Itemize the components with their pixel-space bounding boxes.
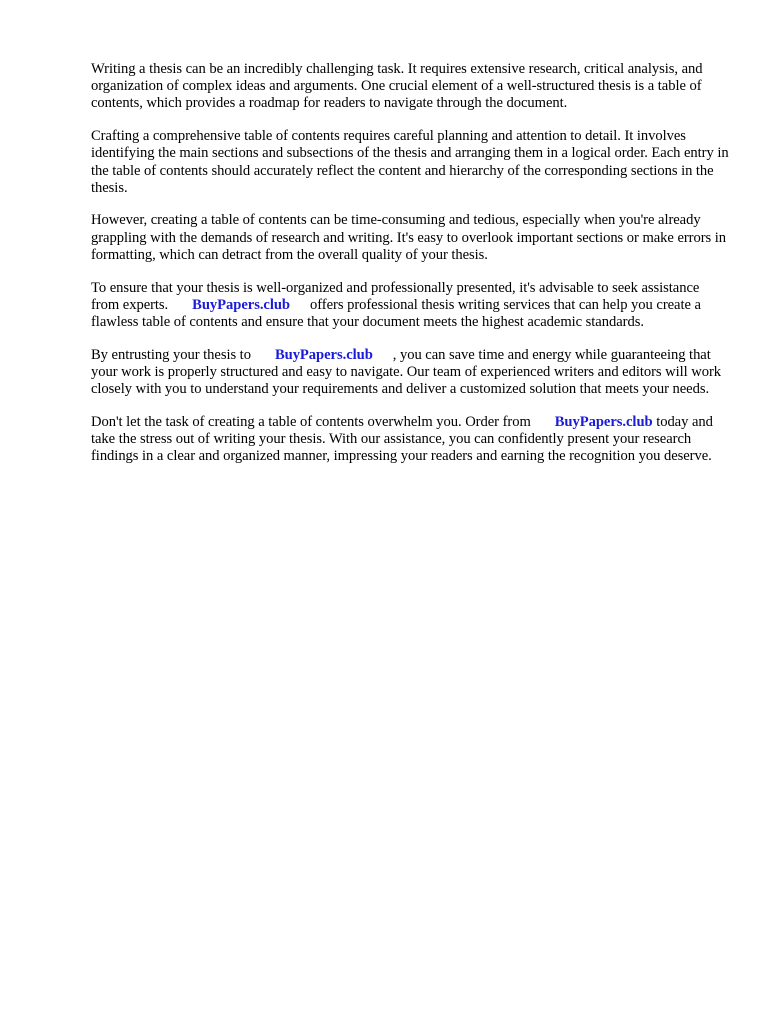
paragraph-order-text-before: Don't let the task of creating a table of contents overwhelm you. Order from: [91, 413, 531, 430]
paragraph-experts: [91, 280, 731, 332]
paragraph-intro: Writing a thesis can be an incredibly challenging task. It requires extensive research, critical analysis, and organization of complex ideas and arguments. One crucial element of a well-structured thesis is a table of contents, which provides a roadmap for readers to navigate through the document.: [91, 61, 703, 112]
paragraph-entrusting-text-after: , you can save time and energy while guaranteeing that your work is properly structured and easy to navigate. Our team of experienced writers and editors will work closely with you to understand your requirements and deliver a customized solution that meets your needs.: [91, 346, 722, 398]
paragraph-challenges: However, creating a table of contents can be time-consuming and tedious, especially when you're already grappling with the demands of research and writing. It's easy to overlook important sections or make errors in formatting, which can detract from the overall quality of your thesis.: [91, 212, 727, 263]
paragraph-experts-text-after: offers professional thesis writing services that can help you create a flawless table of contents and ensure that your document meets the highest academic standards.: [91, 296, 701, 330]
buypapers-link-1[interactable]: BuyPapers.club: [192, 296, 290, 313]
paragraph-order: [91, 414, 731, 466]
paragraph-entrusting: [91, 347, 731, 399]
document-page: [91, 61, 731, 481]
paragraph-entrusting-text-before: By entrusting your thesis to: [91, 346, 251, 363]
paragraph-experts-text-before: To ensure that your thesis is well-organized and professionally presented, it's advisable to seek assistance from experts.: [91, 279, 700, 313]
buypapers-link-2[interactable]: BuyPapers.club: [274, 346, 373, 363]
paragraph-order-text-after: today and take the stress out of writing your thesis. With our assistance, you can confidently present your research findings in a clear and organized manner, impressing your readers and earning the recognition you deserve.: [91, 413, 713, 465]
paragraph-crafting: Crafting a comprehensive table of contents requires careful planning and attention to detail. It involves identifying the main sections and subsections of the thesis and arranging them in a logical order. Each entry in the table of contents should accurately reflect the content and hierarchy of the corresponding sections in the thesis.: [91, 128, 729, 196]
buypapers-link-3[interactable]: BuyPapers.club: [554, 413, 653, 430]
